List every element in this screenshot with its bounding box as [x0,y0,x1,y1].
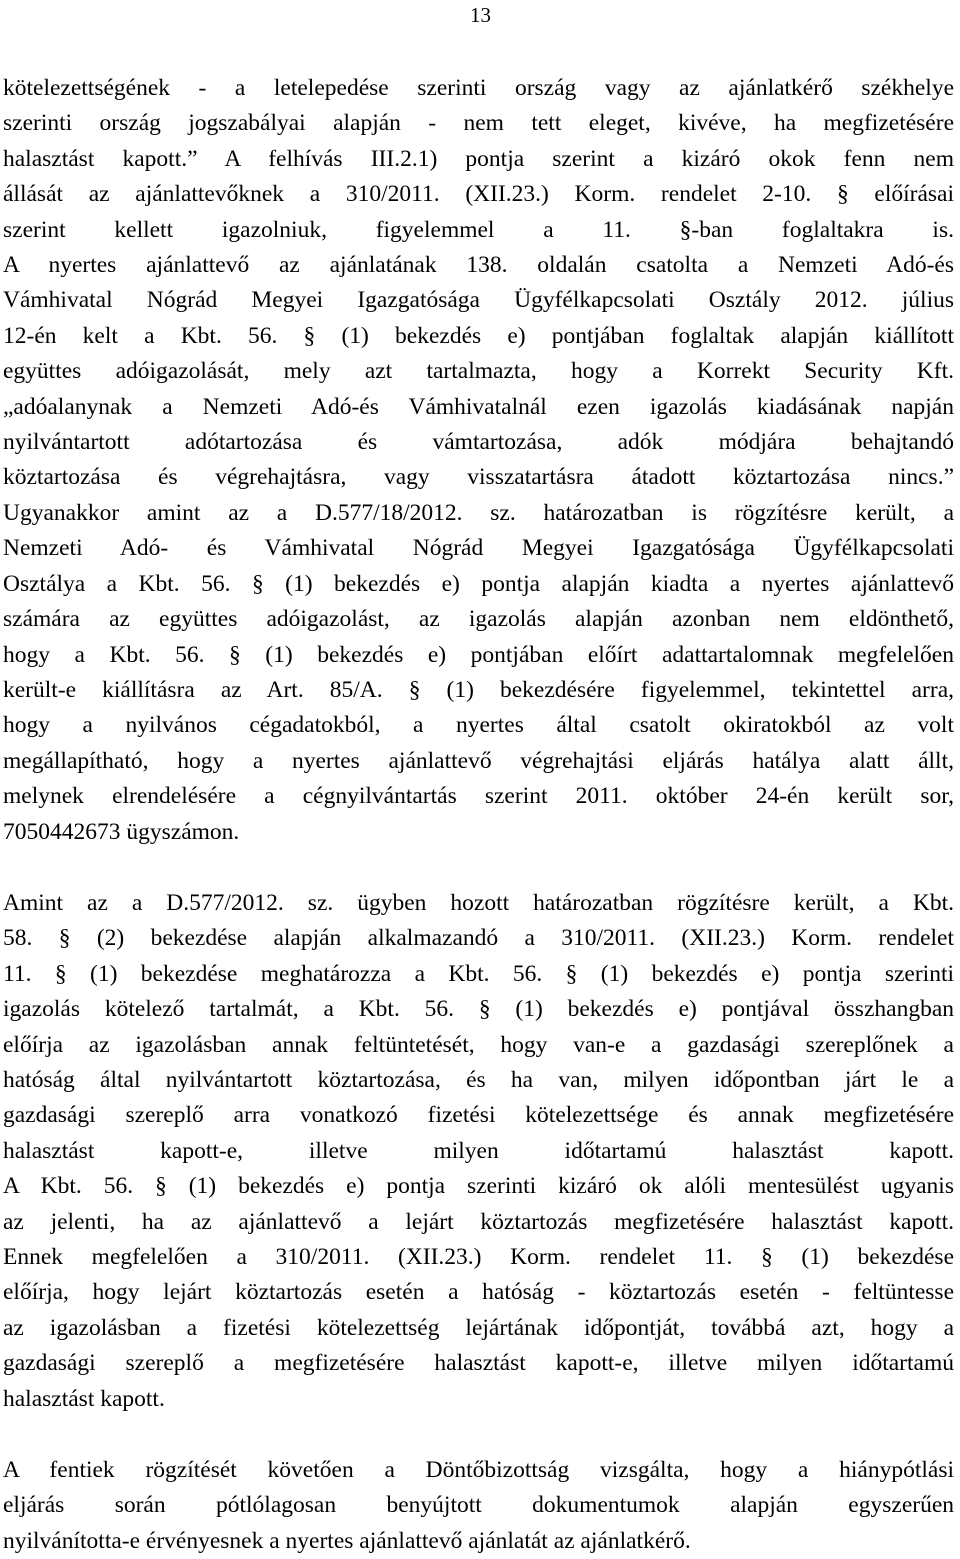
text-line: halasztást kapott.” A felhívás III.2.1) pontja szerint a kizáró okok fenn nem [3,145,954,172]
text-line: szerint kellett igazolniuk, figyelemmel a 11. §-ban foglaltakra is. [3,216,954,243]
paragraph-3 [3,1453,954,1559]
text-line: halasztást kapott. [3,1385,165,1412]
text-line: együttes adóigazolását, mely azt tartalmazta, hogy a Korrekt Security Kft. [3,358,954,385]
document-body [3,71,954,1559]
text-line: került-e kiállításra az Art. 85/A. § (1) bekezdésére figyelemmel, tekintettel arra, [3,676,954,703]
text-line: Nemzeti Adó- és Vámhivatal Nógrád Megyei Igazgatósága Ügyfélkapcsolati [3,535,954,562]
text-line: Vámhivatal Nógrád Megyei Igazgatósága Ügyfélkapcsolati Osztály 2012. július [3,287,954,314]
text-line: melynek elrendelésére a cégnyilvántartás szerint 2011. október 24-én került sor, [3,783,954,810]
text-line: „adóalanynak a Nemzeti Adó-és Vámhivatalnál ezen igazolás kiadásának napján [3,393,954,420]
text-line: kötelezettségének - a letelepedése szerinti ország vagy az ajánlatkérő székhelye [3,75,954,101]
text-line: nyilvántartott adótartozása és vámtartozása, adók módjára behajtandó [3,429,954,456]
paragraph-gap [3,850,954,886]
text-line: állását az ajánlattevőknek a 310/2011. (XII.23.) Korm. rendelet 2-10. § előírásai [3,181,954,208]
text-line: szerinti ország jogszabályai alapján - nem tett eleget, kivéve, ha megfizetésére [3,110,954,137]
text-line: előírja, hogy lejárt köztartozás esetén a hatóság - köztartozás esetén - feltüntesse [3,1279,954,1306]
text-line: gazdasági szereplő a megfizetésére halasztást kapott-e, illetve milyen időtartamú [3,1350,954,1377]
text-line: az igazolásban a fizetési kötelezettség lejártának időpontját, továbbá azt, hogy a [3,1314,954,1341]
text-line: hogy a Kbt. 56. § (1) bekezdés e) pontjában előírt adattartalomnak megfelelően [3,641,954,668]
text-line: 7050442673 ügyszámon. [3,818,240,845]
paragraph-gap [3,1417,954,1453]
page-number: 13 [470,3,491,27]
text-line: hogy a nyilvános cégadatokból, a nyertes által csatolt okiratokból az volt [3,712,954,739]
text-line: igazolás kötelező tartalmát, a Kbt. 56. § (1) bekezdés e) pontjával összhangban [3,996,954,1023]
text-line: megállapítható, hogy a nyertes ajánlattevő végrehajtási eljárás hatálya alatt állt, [3,747,954,774]
text-line: gazdasági szereplő arra vonatkozó fizetési kötelezettsége és annak megfizetésére [3,1102,954,1129]
text-line: az jelenti, ha az ajánlattevő a lejárt köztartozás megfizetésére halasztást kapott. [3,1208,954,1235]
text-line: 11. § (1) bekezdése meghatározza a Kbt. 56. § (1) bekezdés e) pontja szerinti [3,960,954,987]
text-line: Amint az a D.577/2012. sz. ügyben hozott határozatban rögzítésre került, a Kbt. [3,889,954,916]
text-line: előírja az igazolásban annak feltüntetését, hogy van-e a gazdasági szereplőnek a [3,1031,954,1058]
text-line: köztartozása és végrehajtásra, vagy visszatartásra átadott köztartozása nincs.” [3,464,954,491]
text-line: A Kbt. 56. § (1) bekezdés e) pontja szerinti kizáró ok alóli mentesülést ugyanis [3,1173,954,1200]
paragraph-2 [3,886,954,1417]
text-line: nyilvánította-e érvényesnek a nyertes ajánlattevő ajánlatát az ajánlatkérő. [3,1527,691,1554]
text-line: Osztálya a Kbt. 56. § (1) bekezdés e) pontja alapján kiadta a nyertes ajánlattevő [3,570,954,597]
text-line: Ennek megfelelően a 310/2011. (XII.23.) Korm. rendelet 11. § (1) bekezdése [3,1244,954,1270]
paragraph-1 [3,71,954,850]
text-line: A nyertes ajánlattevő az ajánlatának 138. oldalán csatolta a Nemzeti Adó-és [3,252,954,279]
text-line: eljárás során pótlólagosan benyújtott dokumentumok alapján egyszerűen [3,1492,954,1519]
text-line: halasztást kapott-e, illetve milyen időtartamú halasztást kapott. [3,1137,954,1164]
text-line: 58. § (2) bekezdése alapján alkalmazandó a 310/2011. (XII.23.) Korm. rendelet [3,925,954,952]
text-line: számára az együttes adóigazolást, az igazolás alapján azonban nem eldönthető, [3,606,954,633]
text-line: A fentiek rögzítését követően a Döntőbizottság vizsgálta, hogy a hiánypótlási [3,1457,954,1484]
text-line: hatóság által nyilvántartott köztartozása, és ha van, milyen időpontban járt le a [3,1066,954,1093]
text-line: 12-én kelt a Kbt. 56. § (1) bekezdés e) pontjában foglaltak alapján kiállított [3,322,954,349]
text-line: Ugyanakkor amint az a D.577/18/2012. sz. határozatban is rögzítésre került, a [3,499,954,526]
